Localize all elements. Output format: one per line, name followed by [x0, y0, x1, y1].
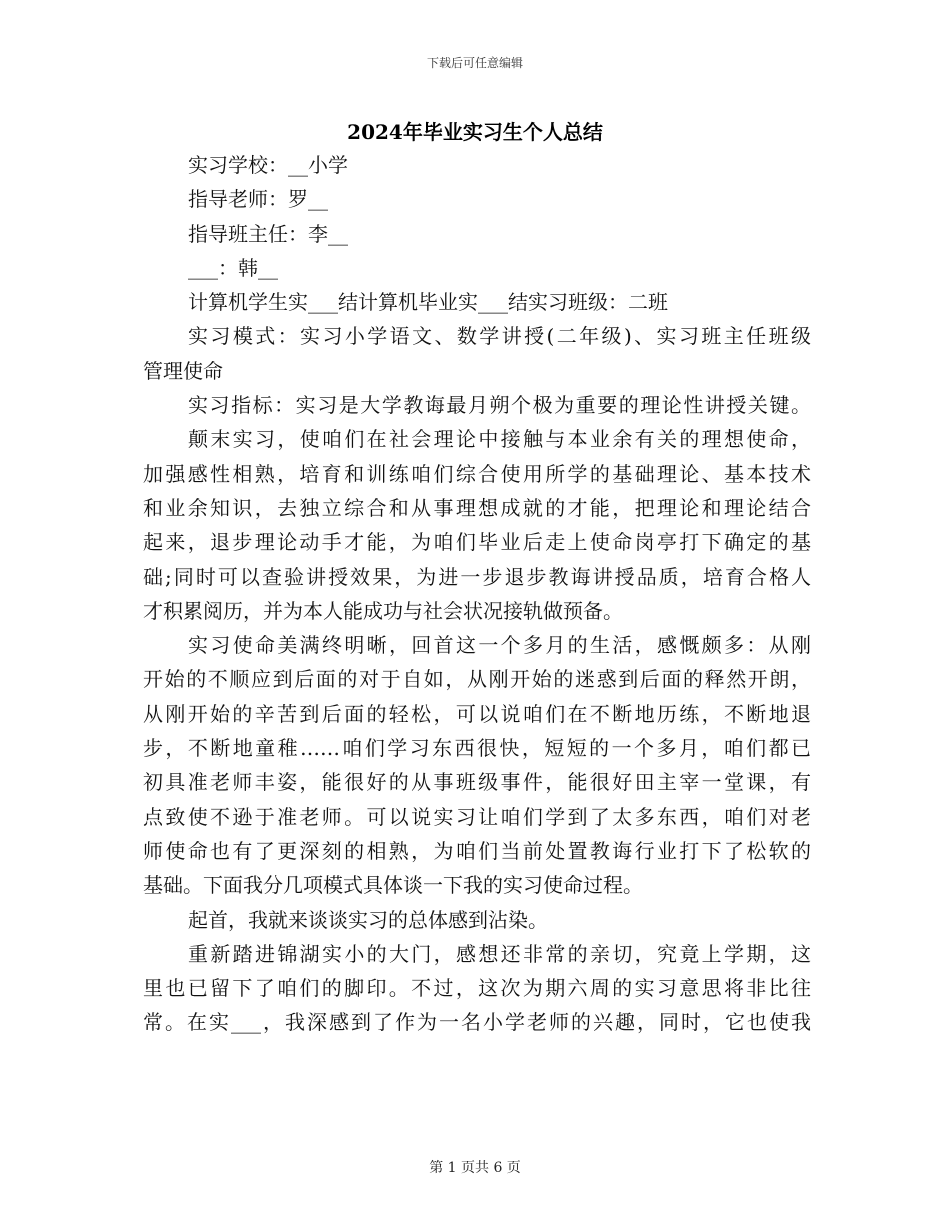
body-line: 师使命也有了更深刻的相熟，为咱们当前处置教诲行业打下了松软的	[143, 838, 811, 863]
page-footer: 第 1 页共 6 页	[429, 1160, 521, 1176]
body-line: 常。在实___，我深感到了作为一名小学老师的兴趣，同时，它也使我	[143, 1010, 811, 1035]
body-line: 初具准老师丰姿，能很好的从事班级事件，能很好田主宰一堂课，有	[143, 770, 811, 795]
body-line: 里也已留下了咱们的脚印。不过，这次为期六周的实习意思将非比往	[143, 976, 811, 1001]
body-line: 指导班主任：李__	[188, 221, 348, 246]
body-line: 实习指标：实习是大学教诲最月朔个极为重要的理论性讲授关键。	[188, 393, 811, 418]
body-line: 起首，我就来谈谈实习的总体感到沾染。	[188, 907, 548, 932]
body-line: 础;同时可以查验讲授效果，为进一步退步教诲讲授品质，培育合格人	[143, 564, 811, 589]
body-line: ___：韩__	[188, 255, 278, 280]
body-line: 重新踏进锦湖实小的大门，感想还非常的亲切，究竟上学期，这	[188, 941, 811, 966]
body-line: 起来，退步理论动手才能，为咱们毕业后走上使命岗亭打下确定的基	[143, 530, 811, 555]
body-line: 指导老师：罗__	[188, 187, 328, 212]
body-line: 从刚开始的辛苦到后面的轻松，可以说咱们在不断地历练，不断地退	[143, 701, 811, 726]
body-line: 实习学校：__小学	[188, 153, 348, 177]
body-line: 点致使不逊于准老师。可以说实习让咱们学到了太多东西，咱们对老	[143, 804, 811, 829]
body-line: 颠末实习，使咱们在社会理论中接触与本业余有关的理想使命，	[188, 427, 811, 452]
body-line: 管理使命	[143, 358, 223, 383]
body-line: 步，不断地童稚……咱们学习东西很快，短短的一个多月，咱们都已	[143, 736, 811, 761]
body-line: 开始的不顺应到后面的对于自如，从刚开始的迷惑到后面的释然开朗，	[143, 667, 811, 692]
header-note: 下载后可任意编辑	[426, 56, 523, 70]
body-line: 基础。下面我分几项模式具体谈一下我的实习使命过程。	[143, 873, 643, 898]
document-body	[143, 148, 811, 1040]
body-line: 实习使命美满终明晰，回首这一个多月的生活，感慨颇多：从刚	[188, 633, 811, 658]
body-line: 实习模式：实习小学语文、数学讲授(二年级)、实习班主任班级	[188, 324, 811, 349]
document-title: 2024年毕业实习生个人总结	[347, 120, 603, 144]
body-line: 才积累阅历，并为本人能成功与社会状况接轨做预备。	[143, 598, 623, 623]
body-line: 计算机学生实___结计算机毕业实___结实习班级：二班	[188, 290, 668, 315]
body-line: 和业余知识，去独立综合和从事理想成就的才能，把理论和理论结合	[143, 495, 811, 520]
body-line: 加强感性相熟，培育和训练咱们综合使用所学的基础理论、基本技术	[143, 461, 811, 486]
